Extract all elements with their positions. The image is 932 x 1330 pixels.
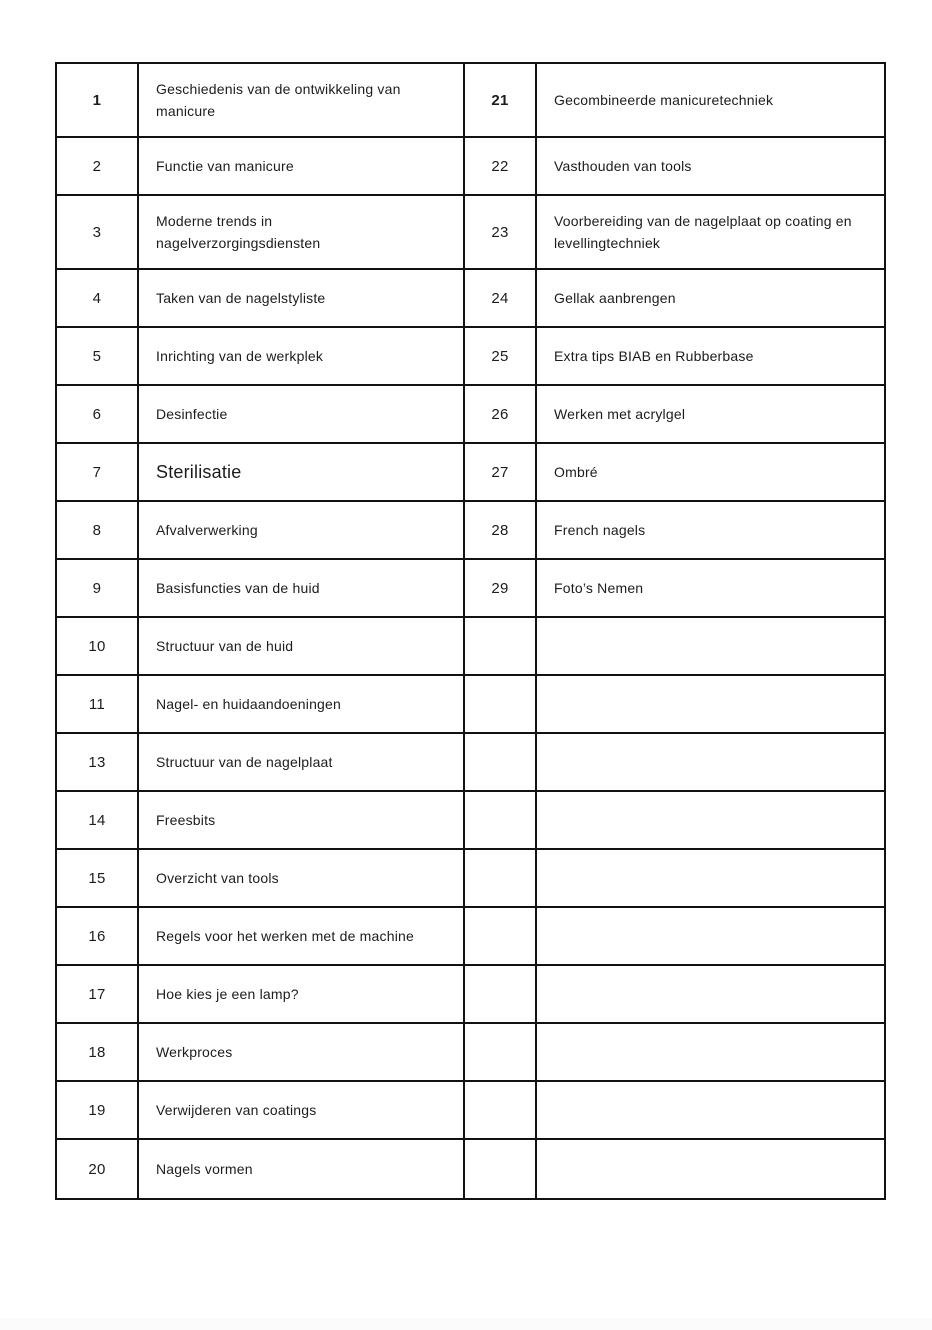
table-of-contents (55, 62, 886, 1200)
chapter-number-right (465, 734, 537, 790)
chapter-number-right (465, 676, 537, 732)
chapter-number-left: 14 (57, 792, 139, 848)
chapter-number-right (465, 850, 537, 906)
chapter-title-left: Regels voor het werken met de machine (139, 908, 465, 964)
chapter-number-left: 18 (57, 1024, 139, 1080)
chapter-title-right: Gellak aanbrengen (537, 270, 884, 326)
chapter-title-right: Voorbereiding van de nagelplaat op coating en levellingtechniek (537, 196, 884, 268)
chapter-number-right (465, 1082, 537, 1138)
chapter-title-right: Foto’s Nemen (537, 560, 884, 616)
chapter-number-left: 6 (57, 386, 139, 442)
table-row (57, 1082, 884, 1140)
chapter-number-left: 16 (57, 908, 139, 964)
chapter-number-left: 4 (57, 270, 139, 326)
table-row (57, 1140, 884, 1198)
chapter-title-right (537, 1140, 884, 1198)
chapter-title-left: Sterilisatie (139, 444, 465, 500)
chapter-number-right: 28 (465, 502, 537, 558)
chapter-title-right (537, 734, 884, 790)
table-row (57, 270, 884, 328)
chapter-title-left: Structuur van de nagelplaat (139, 734, 465, 790)
chapter-number-left: 10 (57, 618, 139, 674)
table-row (57, 444, 884, 502)
chapter-title-left: Overzicht van tools (139, 850, 465, 906)
chapter-title-right (537, 1024, 884, 1080)
chapter-title-right: Extra tips BIAB en Rubberbase (537, 328, 884, 384)
chapter-title-left: Basisfuncties van de huid (139, 560, 465, 616)
chapter-title-right: Gecombineerde manicuretechniek (537, 64, 884, 136)
chapter-number-left: 5 (57, 328, 139, 384)
table-row (57, 618, 884, 676)
table-row (57, 328, 884, 386)
chapter-title-right (537, 676, 884, 732)
chapter-number-left: 2 (57, 138, 139, 194)
chapter-title-left: Geschiedenis van de ontwikkeling van manicure (139, 64, 465, 136)
chapter-title-left: Nagels vormen (139, 1140, 465, 1198)
chapter-number-right: 25 (465, 328, 537, 384)
table-row (57, 138, 884, 196)
chapter-title-left: Werkproces (139, 1024, 465, 1080)
table-row (57, 196, 884, 270)
chapter-title-right: Ombré (537, 444, 884, 500)
chapter-number-left: 19 (57, 1082, 139, 1138)
chapter-title-right (537, 966, 884, 1022)
chapter-number-left: 20 (57, 1140, 139, 1198)
chapter-title-left: Structuur van de huid (139, 618, 465, 674)
chapter-number-left: 3 (57, 196, 139, 268)
chapter-number-right: 21 (465, 64, 537, 136)
chapter-title-right: Werken met acrylgel (537, 386, 884, 442)
chapter-number-right: 29 (465, 560, 537, 616)
chapter-number-right (465, 966, 537, 1022)
chapter-title-right (537, 792, 884, 848)
chapter-title-right (537, 908, 884, 964)
chapter-number-left: 9 (57, 560, 139, 616)
chapter-number-right (465, 618, 537, 674)
chapter-title-right (537, 850, 884, 906)
chapter-number-left: 7 (57, 444, 139, 500)
chapter-number-right (465, 908, 537, 964)
table-row (57, 64, 884, 138)
chapter-title-left: Moderne trends in nagelverzorgingsdiensten (139, 196, 465, 268)
chapter-number-right: 24 (465, 270, 537, 326)
table-row (57, 386, 884, 444)
chapter-title-right (537, 1082, 884, 1138)
table-row (57, 792, 884, 850)
chapter-title-left: Freesbits (139, 792, 465, 848)
chapter-title-left: Afvalverwerking (139, 502, 465, 558)
chapter-number-right (465, 1024, 537, 1080)
chapter-number-left: 11 (57, 676, 139, 732)
chapter-title-left: Inrichting van de werkplek (139, 328, 465, 384)
chapter-number-right (465, 1140, 537, 1198)
table-row (57, 850, 884, 908)
table-row (57, 734, 884, 792)
chapter-number-right (465, 792, 537, 848)
table-row (57, 908, 884, 966)
table-row (57, 966, 884, 1024)
chapter-number-right: 26 (465, 386, 537, 442)
chapter-title-left: Nagel- en huidaandoeningen (139, 676, 465, 732)
chapter-number-left: 17 (57, 966, 139, 1022)
table-row (57, 560, 884, 618)
chapter-title-left: Functie van manicure (139, 138, 465, 194)
chapter-number-right: 27 (465, 444, 537, 500)
chapter-title-left: Verwijderen van coatings (139, 1082, 465, 1138)
table-row (57, 676, 884, 734)
chapter-title-right (537, 618, 884, 674)
page-bottom-strip (0, 1318, 932, 1330)
chapter-number-right: 23 (465, 196, 537, 268)
chapter-number-left: 1 (57, 64, 139, 136)
chapter-number-left: 13 (57, 734, 139, 790)
table-row (57, 502, 884, 560)
chapter-title-left: Hoe kies je een lamp? (139, 966, 465, 1022)
chapter-title-right: French nagels (537, 502, 884, 558)
chapter-number-right: 22 (465, 138, 537, 194)
table-row (57, 1024, 884, 1082)
chapter-number-left: 8 (57, 502, 139, 558)
chapter-number-left: 15 (57, 850, 139, 906)
chapter-title-right: Vasthouden van tools (537, 138, 884, 194)
chapter-title-left: Desinfectie (139, 386, 465, 442)
chapter-title-left: Taken van de nagelstyliste (139, 270, 465, 326)
